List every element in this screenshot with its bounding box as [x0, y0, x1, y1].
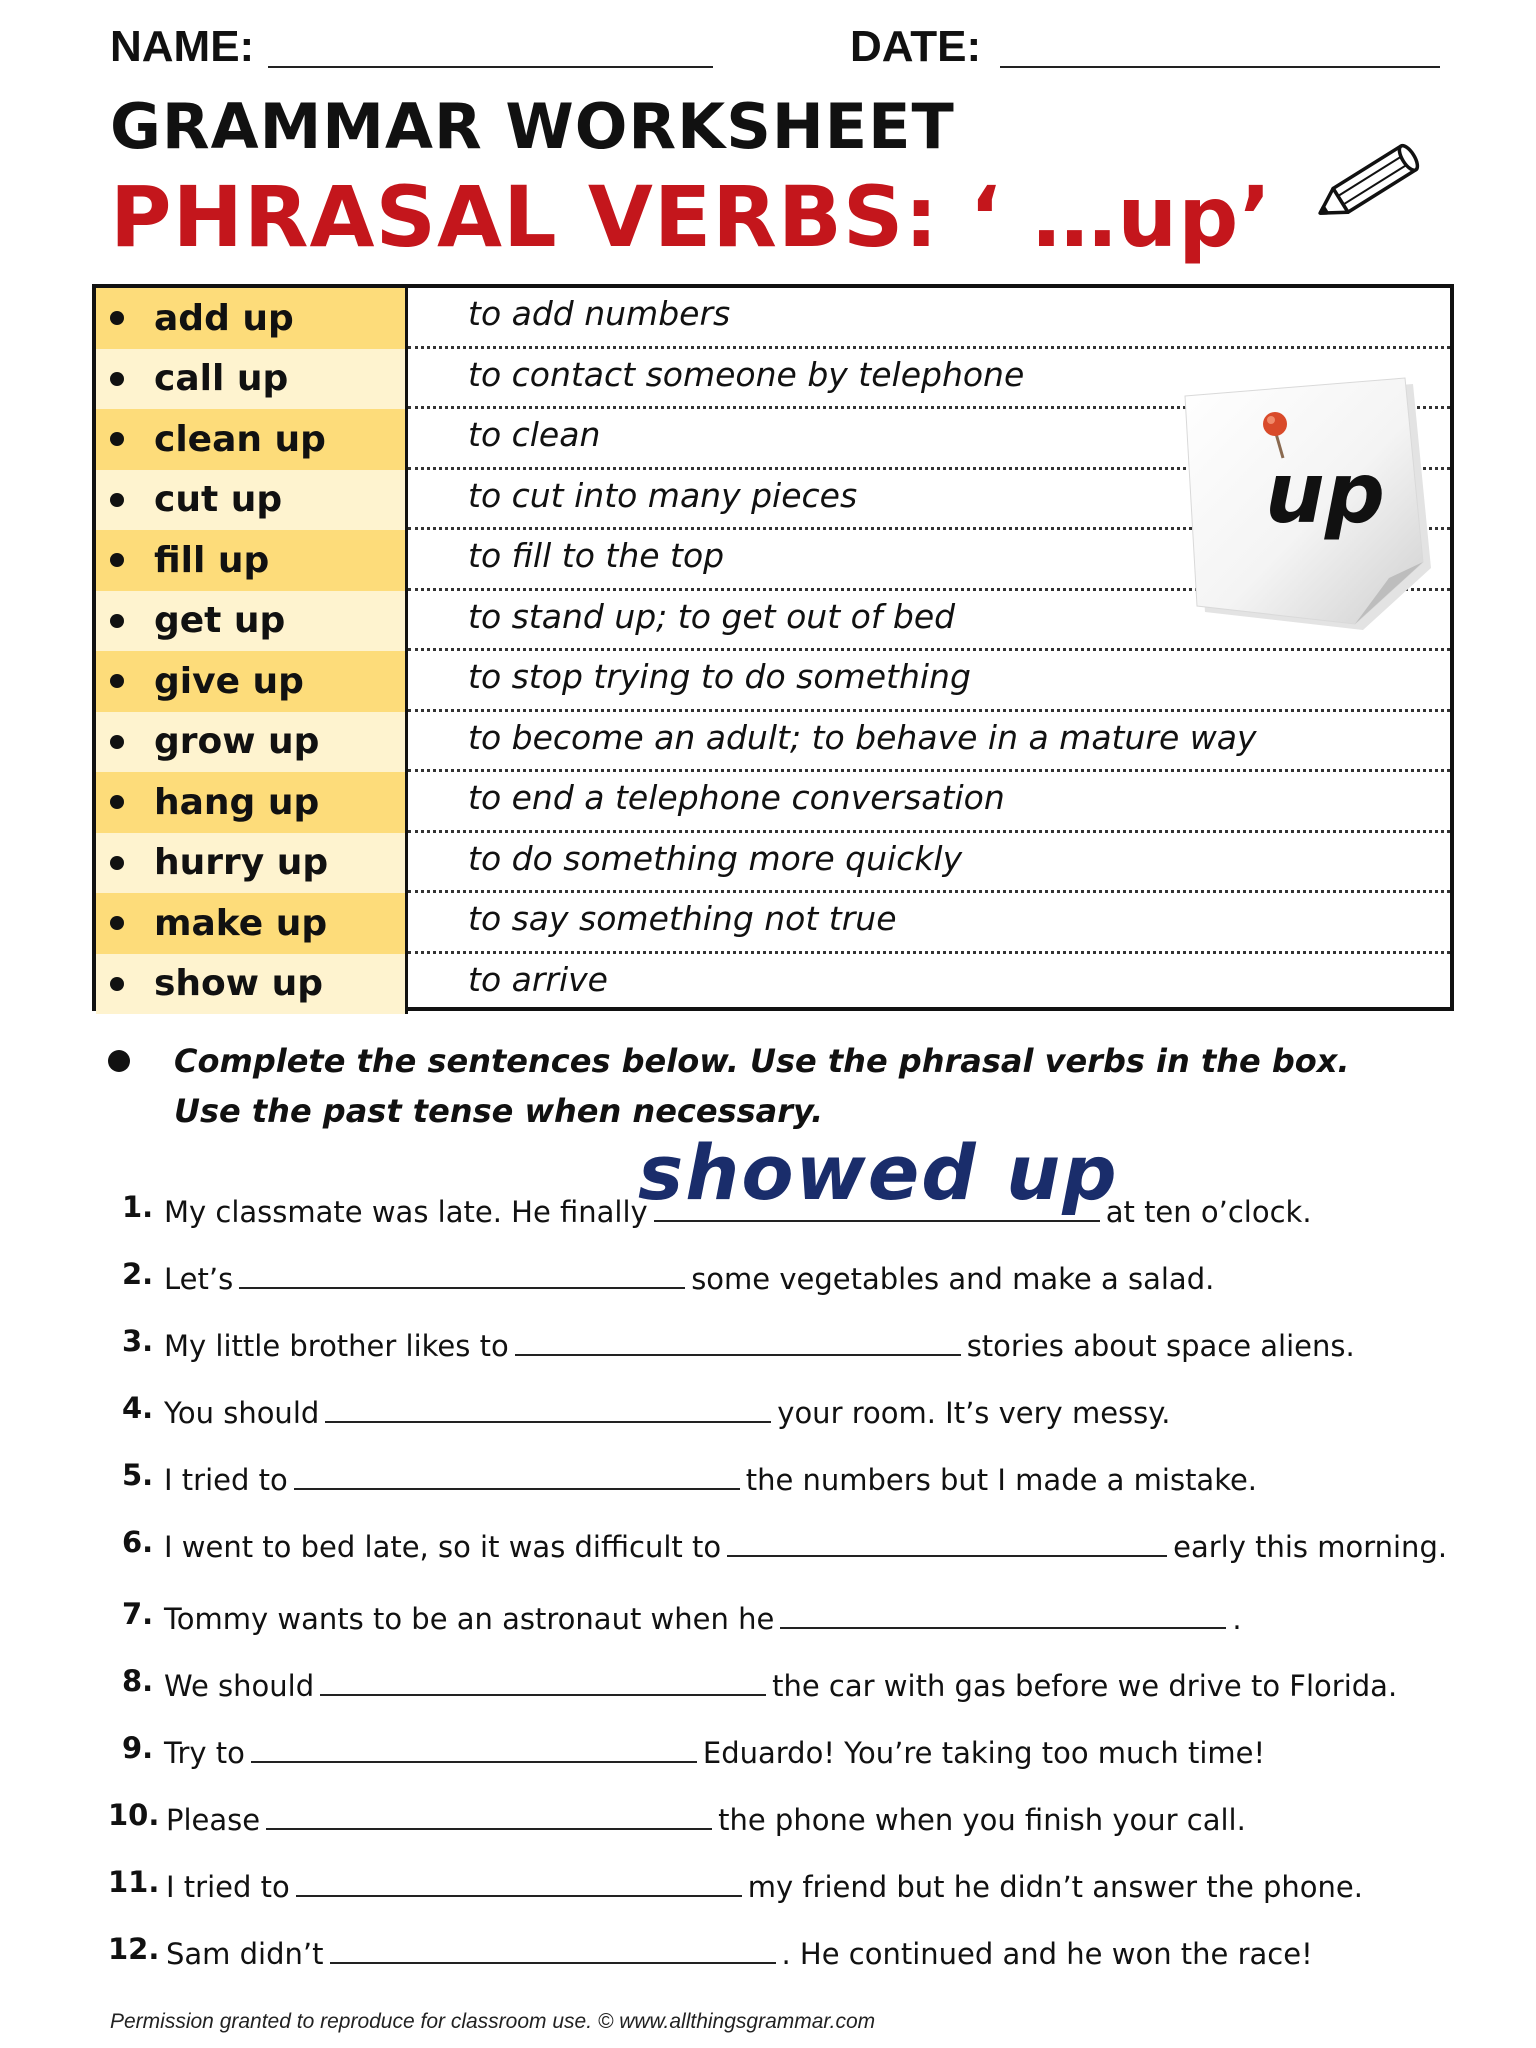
definition-cell [408, 288, 1450, 349]
date-line[interactable] [1000, 66, 1440, 68]
verb-cell [96, 591, 408, 652]
exercise-text-after: Eduardo! You’re taking too much time! [702, 1736, 1266, 1770]
exercise-number: 6. [122, 1525, 154, 1559]
verb-cell [96, 651, 408, 712]
exercise-number: 9. [122, 1731, 154, 1765]
table-row [96, 288, 1450, 349]
exercise-text-before: I tried to [164, 1463, 288, 1497]
exercise-number: 5. [122, 1458, 154, 1492]
verb-cell [96, 530, 408, 591]
bullet-icon [110, 977, 124, 991]
verb-cell [96, 349, 408, 410]
bullet-icon [110, 795, 124, 809]
date-label: DATE: [850, 22, 982, 71]
table-row [96, 893, 1450, 954]
verb-cell [96, 288, 408, 349]
exercise-text-before: My classmate was late. He finally [164, 1195, 648, 1229]
answer-blank[interactable] [239, 1257, 685, 1289]
verb-text: make up [154, 902, 328, 944]
definition-cell [408, 772, 1450, 833]
exercise-text-after: stories about space aliens. [966, 1329, 1355, 1363]
definition-text: to fill to the top [468, 536, 725, 575]
verb-text: cut up [154, 479, 283, 521]
bullet-icon [110, 916, 124, 930]
sticky-note-image [1175, 372, 1435, 642]
answer-blank[interactable] [266, 1798, 712, 1830]
exercise-number: 11. [108, 1865, 160, 1899]
verb-cell [96, 893, 408, 954]
verb-text: hang up [154, 781, 320, 823]
answer-blank[interactable] [780, 1597, 1226, 1629]
name-label: NAME: [110, 22, 255, 71]
answer-blank[interactable] [515, 1324, 961, 1356]
bullet-icon [110, 372, 124, 386]
exercise-number: 4. [122, 1391, 154, 1425]
definition-text: to add numbers [468, 294, 731, 333]
answer-blank[interactable] [294, 1458, 740, 1490]
exercise-number: 10. [108, 1798, 160, 1832]
exercise-text-before: Let’s [164, 1262, 234, 1296]
exercise-text-after: the phone when you finish your call. [718, 1803, 1246, 1837]
verb-text: give up [154, 660, 304, 702]
verb-cell [96, 470, 408, 531]
definition-text: to stop trying to do something [468, 657, 971, 696]
definition-text: to become an adult; to behave in a mature way [468, 717, 1257, 757]
definition-text: to cut into many pieces [468, 475, 858, 515]
definition-text: to do something more quickly [468, 838, 963, 878]
exercise-number: 8. [122, 1664, 154, 1698]
definition-cell [408, 893, 1450, 954]
worksheet-subtitle: PHRASAL VERBS: ‘ …up’ [110, 168, 1273, 266]
instructions: Complete the sentences below. Use the phrasal verbs in the box. Use the past tense when necessary. [174, 1042, 1350, 1130]
exercise-text-before: My little brother likes to [164, 1329, 509, 1363]
answer-blank[interactable] [251, 1731, 697, 1763]
answer-blank[interactable] [296, 1865, 742, 1897]
exercise-text-before: I tried to [166, 1870, 290, 1904]
verb-cell [96, 833, 408, 894]
definition-text: to arrive [468, 959, 608, 999]
sticky-note-text: up [1265, 444, 1385, 542]
definition-cell [408, 954, 1450, 1015]
exercise-number: 7. [122, 1597, 154, 1631]
exercise-text-before: Sam didn’t [166, 1937, 324, 1971]
exercise-text-after: my friend but he didn’t answer the phone. [747, 1870, 1363, 1904]
bullet-icon [110, 493, 124, 507]
exercise-text-before: We should [164, 1669, 315, 1703]
answer-blank[interactable] [325, 1391, 771, 1423]
verb-text: show up [154, 963, 323, 1005]
exercise-text-before: Please [166, 1803, 261, 1837]
bullet-icon [110, 674, 124, 688]
exercise-text-after: some vegetables and make a salad. [691, 1262, 1215, 1296]
exercise-number: 3. [122, 1324, 154, 1358]
definition-text: to stand up; to get out of bed [468, 596, 956, 636]
verb-text: fill up [154, 539, 270, 581]
exercise-text-after: . He continued and he won the race! [781, 1937, 1313, 1971]
bullet-icon [110, 856, 124, 870]
answer-blank[interactable] [320, 1664, 766, 1696]
verb-text: grow up [154, 721, 320, 763]
definition-cell [408, 833, 1450, 894]
verb-cell [96, 954, 408, 1015]
verb-text: hurry up [154, 842, 329, 884]
pencil-icon [1305, 130, 1445, 230]
exercise-text-after: at ten o’clock. [1105, 1195, 1312, 1229]
exercise-text-after: . [1232, 1602, 1242, 1636]
bullet-icon [110, 735, 124, 749]
exercise-text-after: your room. It’s very messy. [777, 1396, 1171, 1430]
bullet-icon [110, 432, 124, 446]
exercise-text-before: I went to bed late, so it was difficult to [164, 1530, 722, 1564]
table-row [96, 954, 1450, 1015]
answer-blank[interactable] [727, 1525, 1167, 1557]
verb-text: get up [154, 600, 286, 642]
table-row [96, 772, 1450, 833]
exercise-text-before: Try to [164, 1736, 245, 1770]
definition-cell [408, 651, 1450, 712]
verb-text: add up [154, 297, 294, 339]
name-line[interactable] [268, 66, 713, 68]
definition-text: to say something not true [468, 899, 897, 938]
exercise-number: 1. [122, 1190, 154, 1224]
table-row [96, 712, 1450, 773]
definition-text: to clean [468, 415, 601, 454]
definition-text: to end a telephone conversation [468, 778, 1005, 817]
exercise-text-after: the car with gas before we drive to Florida. [772, 1669, 1398, 1703]
verb-cell [96, 409, 408, 470]
bullet-icon [110, 614, 124, 628]
bullet-icon [110, 553, 124, 567]
copyright-footer: Permission granted to reproduce for classroom use. © www.allthingsgrammar.com [110, 2010, 876, 2033]
exercise-text-before: Tommy wants to be an astronaut when he [164, 1602, 775, 1636]
exercise-text-after: the numbers but I made a mistake. [745, 1463, 1258, 1497]
exercise-number: 12. [108, 1932, 160, 1966]
verb-cell [96, 712, 408, 773]
exercise-text-after: early this morning. [1173, 1530, 1448, 1564]
bullet-icon [108, 1050, 130, 1072]
table-row [96, 651, 1450, 712]
worksheet-title: GRAMMAR WORKSHEET [110, 90, 955, 163]
table-row [96, 833, 1450, 894]
exercise-text-before: You should [164, 1396, 320, 1430]
exercise-number: 2. [122, 1257, 154, 1291]
definition-text: to contact someone by telephone [468, 354, 1025, 394]
verb-cell [96, 772, 408, 833]
definition-cell [408, 712, 1450, 773]
handwritten-answer: showed up [638, 1128, 1119, 1217]
bullet-icon [110, 311, 124, 325]
answer-blank[interactable] [330, 1932, 776, 1964]
verb-text: clean up [154, 418, 326, 460]
verb-text: call up [154, 358, 289, 400]
